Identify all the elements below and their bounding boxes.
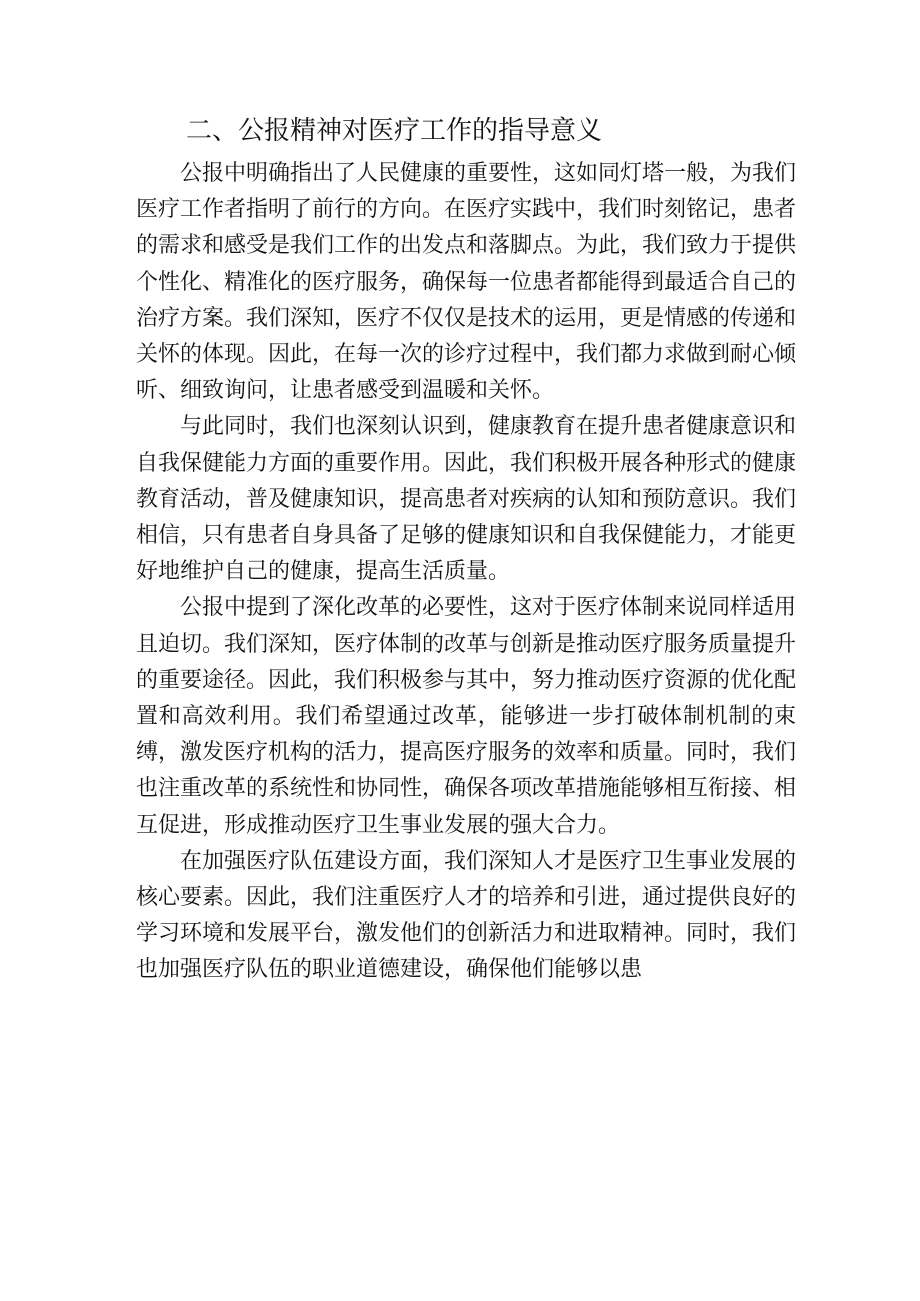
body-text xyxy=(136,156,796,989)
paragraph-4: 在加强医疗队伍建设方面，我们深知人才是医疗卫生事业发展的核心要素。因此，我们注重医疗人才的培养和引进，通过提供良好的学习环境和发展平台，激发他们的创新活力和进取精神。同时，我们也加强医疗队伍的职业道德建设，确保他们能够以患 xyxy=(136,848,797,983)
section-heading: 二、公报精神对医疗工作的指导意义 xyxy=(186,116,603,146)
paragraph-2: 与此同时，我们也深刻认识到，健康教育在提升患者健康意识和自我保健能力方面的重要作用。因此，我们积极开展各种形式的健康教育活动，普及健康知识，提高患者对疾病的认知和预防意识。我们相信，只有患者自身具备了足够的健康知识和自我保健能力，才能更好地维护自己的健康，提高生活质量。 xyxy=(136,414,797,585)
paragraph-3: 公报中提到了深化改革的必要性，这对于医疗体制来说同样适用且迫切。我们深知，医疗体制的改革与创新是推动医疗服务质量提升的重要途径。因此，我们积极参与其中，努力推动医疗资源的优化配置和高效利用。我们希望通过改革，能够进一步打破体制机制的束缚，激发医疗机构的活力，提高医疗服务的效率和质量。同时，我们也注重改革的系统性和协同性，确保各项改革措施能够相互衔接、相互促进，形成推动医疗卫生事业发展的强大合力。 xyxy=(136,595,797,838)
paragraph-1: 公报中明确指出了人民健康的重要性，这如同灯塔一般，为我们医疗工作者指明了前行的方向。在医疗实践中，我们时刻铭记，患者的需求和感受是我们工作的出发点和落脚点。为此，我们致力于提供个性化、精准化的医疗服务，确保每一位患者都能得到最适合自己的治疗方案。我们深知，医疗不仅仅是技术的运用，更是情感的传递和关怀的体现。因此，在每一次的诊疗过程中，我们都力求做到耐心倾听、细致询问，让患者感受到温暖和关怀。 xyxy=(136,161,797,404)
